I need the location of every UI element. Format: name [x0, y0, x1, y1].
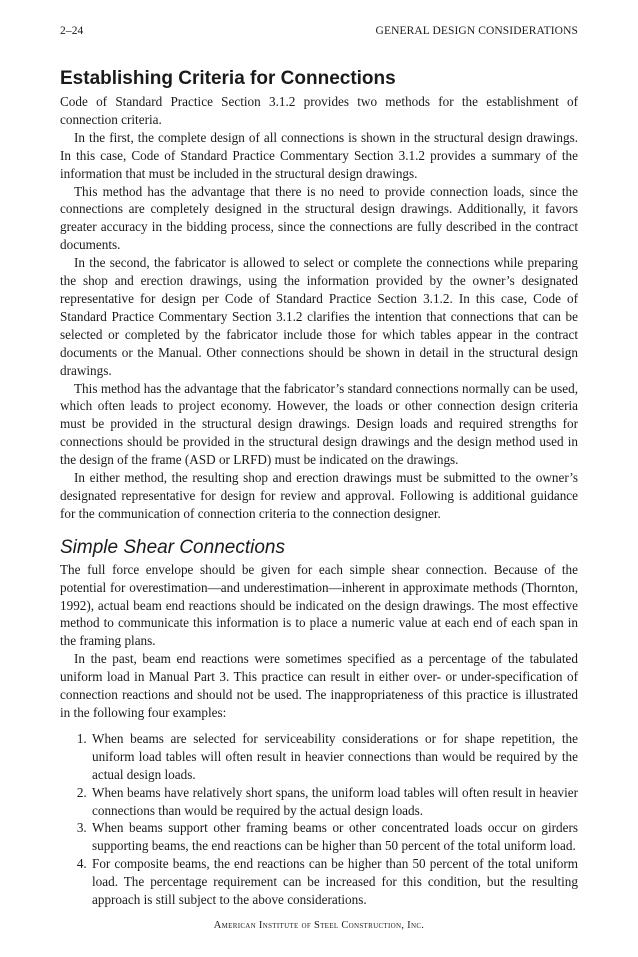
running-header — [60, 25, 578, 37]
paragraph: This method has the advantage that there is no need to provide connection loads, since the connections are completely designed in the structural design drawings. Additionally, it favors greater accuracy in the bidding process, since the connections are fully described in the contract documents. — [60, 183, 578, 253]
paragraph: This method has the advantage that the fabricator’s standard connections normally can be used, which often leads to project economy. However, the loads or other connection design criteria must be provided in the structural design drawings. Design loads and required strengths for connections should be provided in the structural design drawings and the design method used in the design of the frame (ASD or LRFD) must be indicated on the drawings. — [60, 380, 578, 468]
list-item: 4. For composite beams, the end reactions can be higher than 50 percent of the total uniform load. The percentage requirement can be increased for this condition, but the resulting approach is still subject to the above considerations. — [90, 855, 578, 909]
list-item: 1. When beams are selected for serviceability considerations or for shape repetition, the uniform load tables will often result in heavier connections than would be required by the actual design loads. — [90, 730, 578, 784]
section-heading-criteria: Establishing Criteria for Connections — [60, 68, 396, 89]
section-heading-shear: Simple Shear Connections — [60, 536, 285, 558]
paragraph: Code of Standard Practice Section 3.1.2 provides two methods for the establishment of connection criteria. — [60, 94, 578, 127]
body-text — [60, 64, 578, 909]
running-title: GENERAL DESIGN CONSIDERATIONS — [375, 25, 578, 37]
examples-list — [60, 730, 578, 909]
paragraph: In either method, the resulting shop and erection drawings must be submitted to the owner’s designated representative for design for review and approval. Following is additional guidance for the communication of connection criteria to the connection designer. — [60, 470, 578, 521]
paragraph: The full force envelope should be given for each simple shear connection. Because of the potential for overestimation—and underestimation—inherent in approximate methods (Thornton, 1992), actual beam end reactions should be indicated on the design drawings. The most effective method to communicate this information is to place a numeric value at each end of each span in the framing plans. — [60, 561, 578, 649]
page-number: 2–24 — [60, 25, 84, 37]
paragraph: In the past, beam end reactions were sometimes specified as a percentage of the tabulated uniform load in Manual Part 3. This practice can result in either over- or under-specification of connection reactions and should not be used. The inappropriateness of this practice is illustrated in the following four examples: — [60, 651, 578, 720]
list-item: 3. When beams support other framing beams or other concentrated loads occur on girders supporting beams, the end reactions can be higher than 50 percent of the total uniform load. — [90, 819, 578, 855]
paragraph: In the first, the complete design of all connections is shown in the structural design drawings. In this case, Code of Standard Practice Commentary Section 3.1.2 provides a summary of the information that must be included in the structural design drawings. — [60, 129, 578, 181]
page-footer: American Institute of Steel Construction, Inc. — [213, 920, 425, 931]
list-item: 2. When beams have relatively short spans, the uniform load tables will often result in heavier connections than would be required by the actual design loads. — [90, 784, 578, 820]
paragraph: In the second, the fabricator is allowed to select or complete the connections while preparing the shop and erection drawings, using the information provided by the owner’s designated representative for design per Code of Standard Practice Section 3.1.2. In this case, Code of Standard Practice Commentary Section 3.1.2 clarifies the intention that connections that can be selected or completed by the fabricator include those for which tables appear in the contract documents or the Manual. Other connections should be shown in detail in the structural design drawings. — [60, 255, 578, 378]
